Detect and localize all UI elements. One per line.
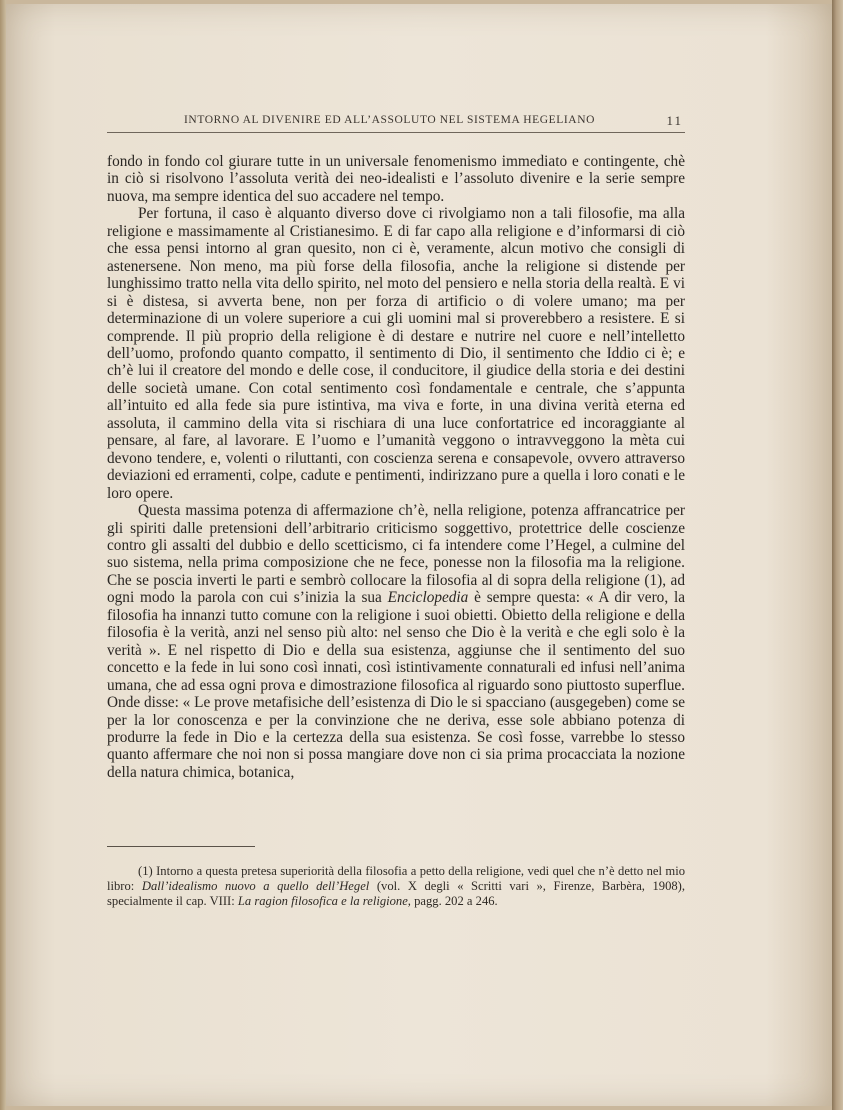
running-head [107,112,685,133]
paragraph-3 [107,502,685,781]
footnote [107,864,685,910]
footnote-part-1: (1) Intorno a questa pretesa superiorità della filosofia a petto della religione, vedi quel che n’è detto nel mio libro: [107,864,685,894]
enciclopedia-title: Enciclopedia [387,589,469,607]
paragraph-2: Per fortuna, il caso è alquanto diverso dove ci rivolgiamo non a tali filosofie, ma alla religione e massimamente al Cristianesimo. E di far capo alla religione e d’informarsi di ciò che essa pensi intorno al gran quesito, non ci è, veramente, alcun motivo che consigli di astenersene. Non meno, ma più forse della filosofia, anche la religione si distende per lunghissimo tratto nella vita dello spirito, nel moto del pensiero e nella storia della realtà. E vi si è distesa, si avverta bene, non per forza di artificio o di volere umano; ma per determinazione di un volere superiore a cui gli uomini mal si proverebbero a resistere. E si comprende. Il più proprio della religione è di destare e nutrire nel cuore e nell’intelletto dell’uomo, profondo quanto compatto, il sentimento di Dio, il sentimento che Iddio ci è; e ch’è lui il creatore del mondo e delle cose, il conducitore, il giudice della storia e dei destini delle società umane. Con cotal sentimento così fondamentale e centrale, che s’appunta all’intuito ed alla fede sia pure istintiva, ma viva e forte, in una divina verità eterna ed assoluta, il cammino della vita si rischiara di una luce confortatrice ed incoraggiante al pensare, al fare, al lavorare. E l’uomo e l’umanità veggono o intravveggono la mèta cui devono tendere, e, volenti o riluttanti, con coscienza serena e consapevole, ovvero attraverso deviazioni ed erramenti, colpe, cadute e pentimenti, indirizzano pure a quella i loro conati e le loro opere. [107,205,685,502]
running-head-title: INTORNO AL DIVENIRE ED ALL’ASSOLUTO NEL SISTEMA HEGELIANO [184,114,596,126]
paragraph-3-part-1: Questa massima potenza di affermazione ch’è, nella religione, potenza affrancatrice per gli spiriti dalle pretensioni dell’arbitrario criticismo soggettivo, protettrice delle coscienze contro gli assalti del dubbio e dello scetticismo, ci fa intendere come l’Hegel, a culmine del suo sistema, nella prima composizione che ne fece, ponesse non la filosofia ma la religione. Che se poscia inverti le parti e sembrò collocare la filosofia al di sopra della religione (1), ad ogni modo la parola con cui s’inizia la sua [107,502,685,607]
footnote-part-2: (vol. X degli « Scritti vari », Firenze, Barbèra, 1908), specialmente il cap. VIII: [107,879,686,909]
page-right-edge [832,0,843,1110]
footnote-rule [107,846,255,847]
footnote-part-3: pagg. 202 a 246. [410,894,498,909]
footnote-chapter-title: La ragion filosofica e la religione, [237,894,411,909]
paragraph-3-part-2: è sempre questa: « A dir vero, la filosofia ha innanzi tutto comune con la religione i suoi obietti. Obietto della religione e della filosofia è la verità, anzi nel senso più alto: nel senso che Dio è la verità e che egli solo è la verità ». E nel rispetto di Dio e della sua esistenza, aggiunse che il sentimento del suo concetto e la fede in lui sono così innati, così istintivamente connaturali ed infusi nell’anima umana, che ad essa ogni prova e dimostrazione filosofica al riguardo sono piuttosto superflue. Onde disse: « Le prove metafisiche dell’esistenza di Dio le si spacciano (ausgegeben) come se per la lor conoscenza e per la convinzione che ne deriva, esse sole abbiano potenza di produrre la fede in Dio e la certezza della sua esistenza. Se così fosse, varrebbe lo stesso quanto affermare che noi non si possa mangiare dove non ci sia prima procacciata la nozione della natura chimica, botanica, [107,589,685,781]
page-number: 11 [666,113,683,128]
paragraph-1: fondo in fondo col giurare tutte in un universale fenomenismo immediato e contingente, chè in ciò si risolvono l’assoluta verità dei neo-idealisti e l’assoluto divenire e la serie sempre nuova, ma sempre identica del suo accadere nel tempo. [107,153,685,205]
body-text [107,153,685,781]
footnote-book-title: Dall’idealismo nuovo a quello dell’Hegel [141,879,370,894]
